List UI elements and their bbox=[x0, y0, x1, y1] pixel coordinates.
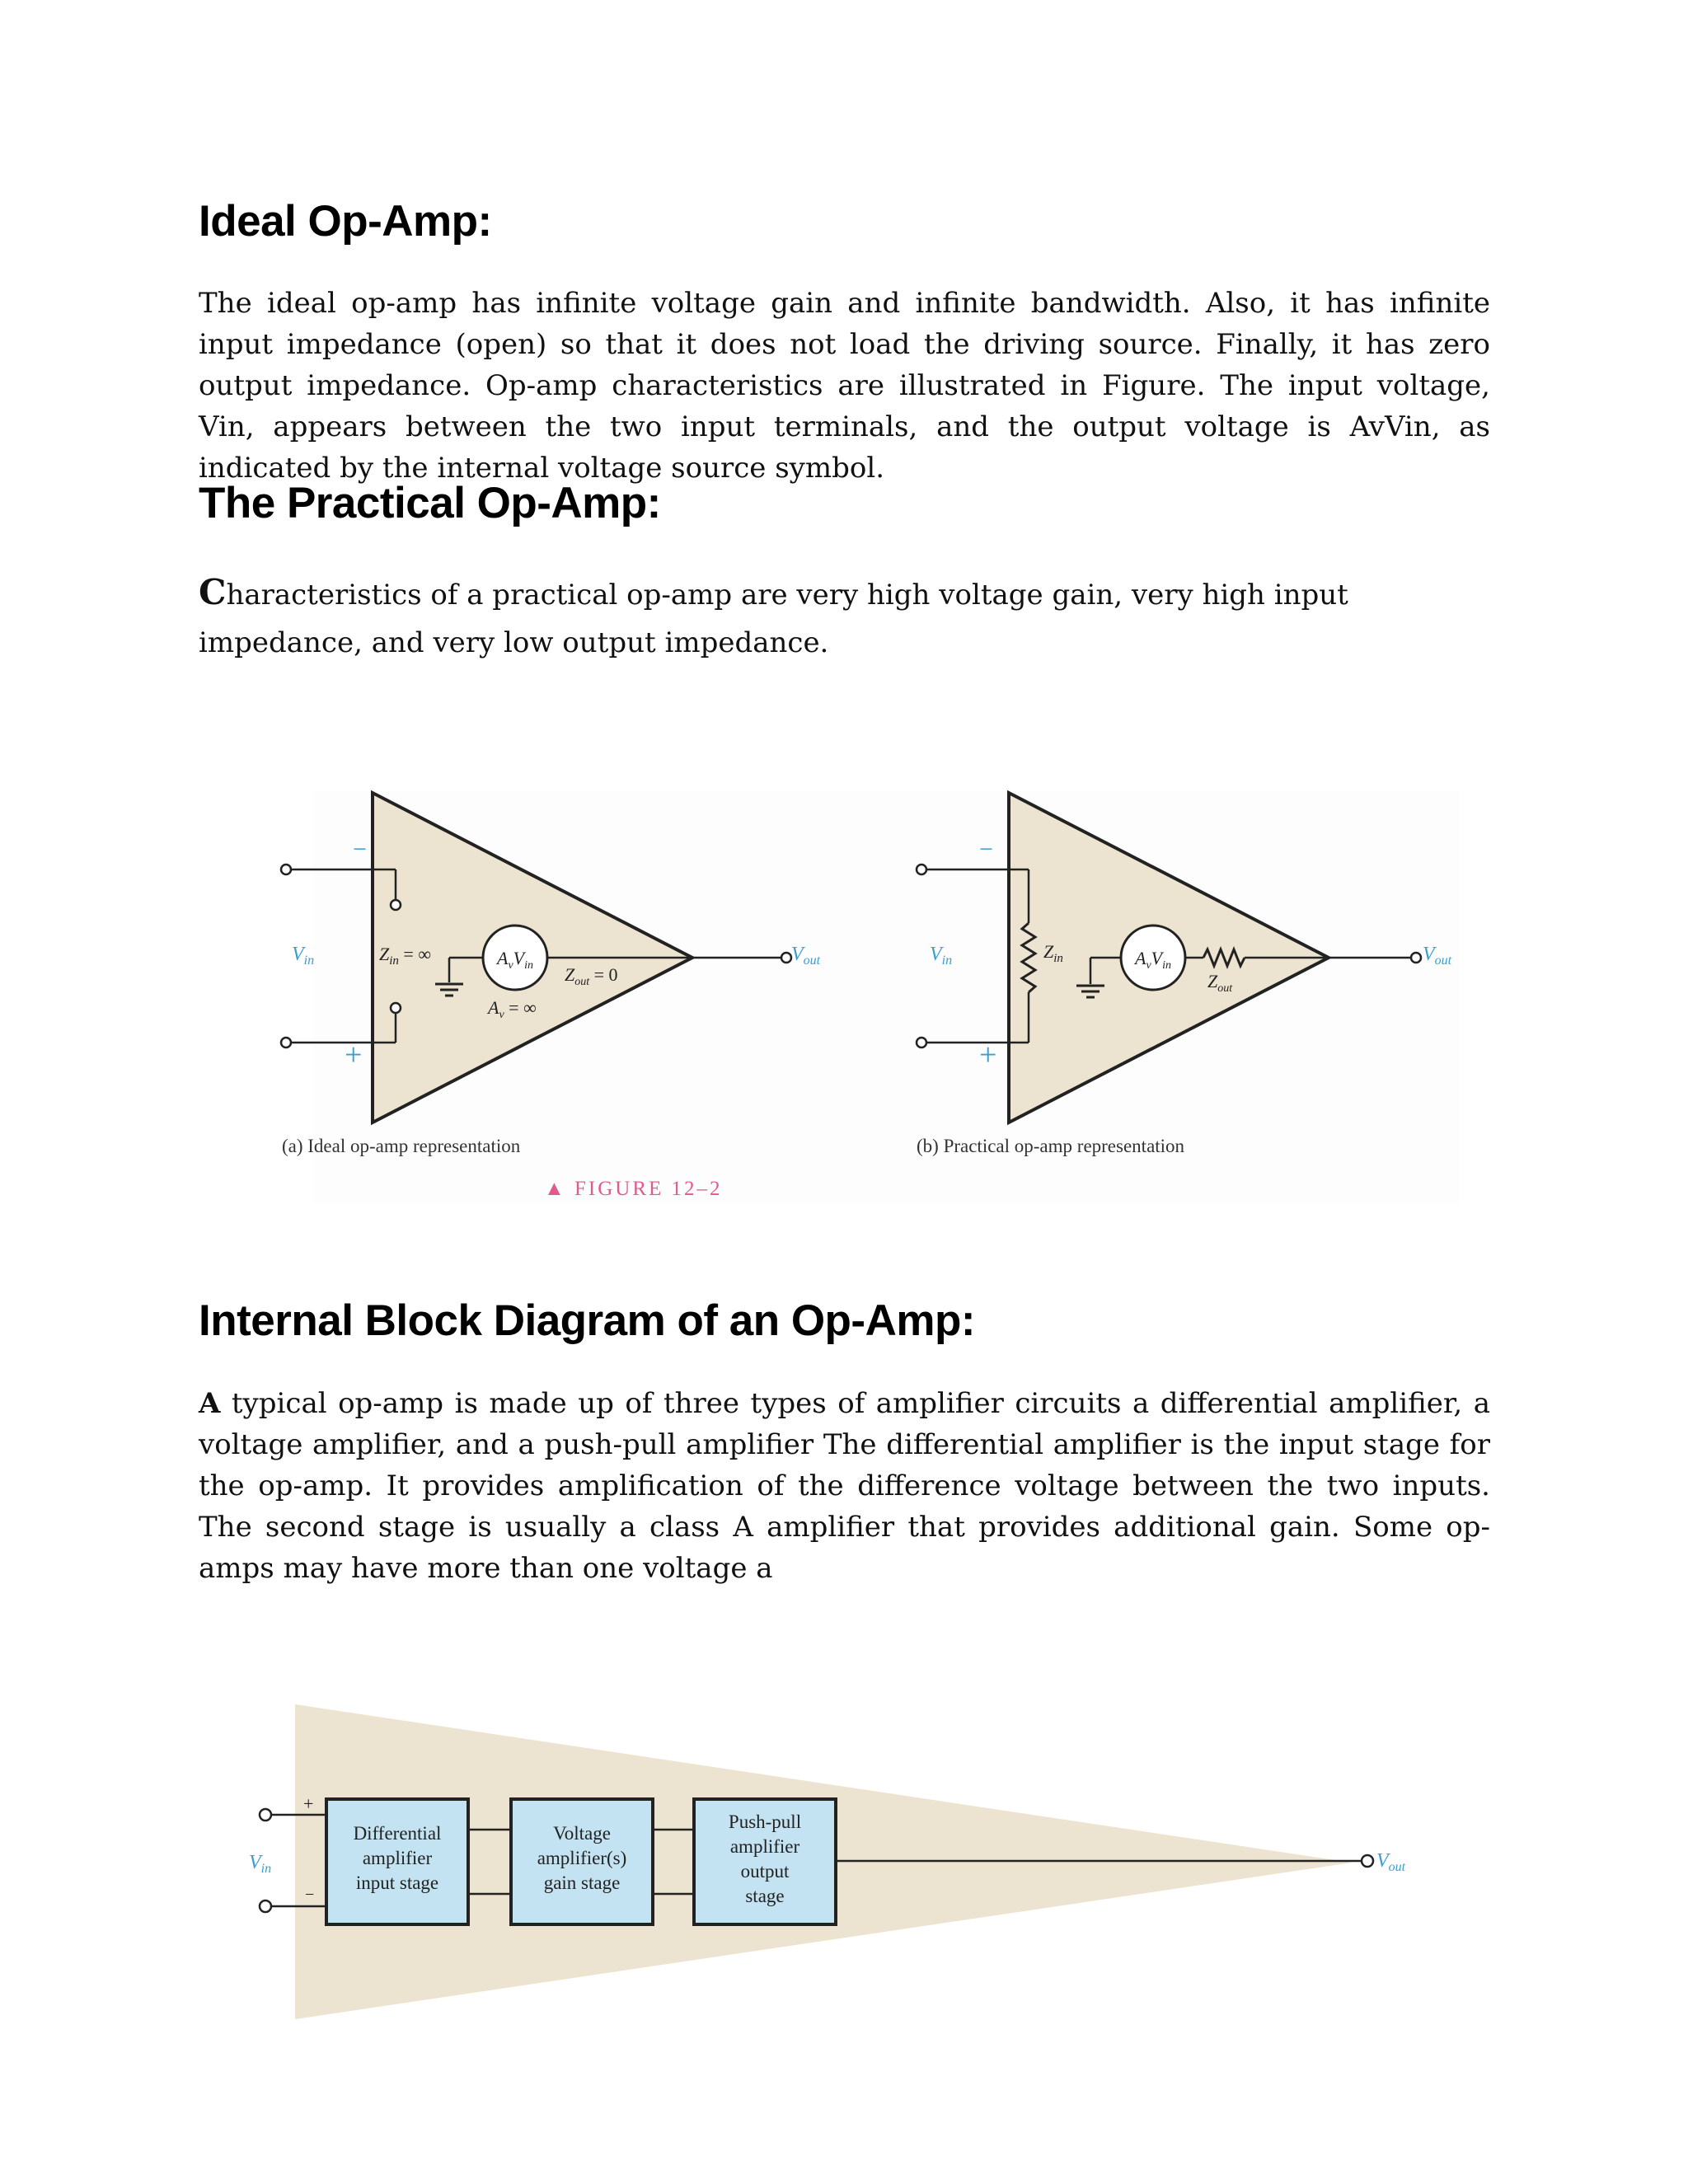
ideal-source-label: $A_vV_{in}$ bbox=[496, 948, 534, 972]
dropcap-letter: C bbox=[199, 572, 227, 612]
stage2-line1: Voltage bbox=[553, 1823, 611, 1844]
stage3-line2: amplifier bbox=[729, 1836, 800, 1857]
practical-minus-sign: − bbox=[979, 836, 993, 863]
stage1-line3: input stage bbox=[355, 1872, 439, 1893]
block-minus-sign: − bbox=[305, 1886, 315, 1904]
ideal-zout-label: $Z_{out} = 0$ bbox=[565, 964, 618, 988]
ideal-caption: (a) Ideal op-amp representation bbox=[282, 1136, 521, 1156]
stage2-line3: gain stage bbox=[543, 1872, 621, 1893]
paragraph-ideal-op-amp: The ideal op-amp has infinite voltage gain and infinite bandwidth. Also, it has infinite input impedance (open) so that it does not load the driving source. Finally, it has zero output impedance. Op-amp characteristics are illustrated in Figure. The input voltage, Vin, appears between the two input terminals, and the output voltage is AvVin, as indicated by the internal voltage source symbol. bbox=[199, 287, 1490, 485]
practical-zout-label: $Z_{out}$ bbox=[1207, 971, 1233, 995]
heading-ideal-op-amp: Ideal Op-Amp: bbox=[199, 197, 492, 246]
heading-practical-op-amp: The Practical Op-Amp: bbox=[199, 479, 661, 527]
stage3-line3: output bbox=[740, 1861, 790, 1882]
ideal-plus-sign: + bbox=[345, 1038, 363, 1072]
practical-caption: (b) Practical op-amp representation bbox=[917, 1136, 1185, 1156]
block-vin-label: $V_{in}$ bbox=[249, 1852, 272, 1876]
paragraph-practical-text: haracteristics of a practical op-amp are very high voltage gain, very high input impedance, and very low output impedance. bbox=[199, 579, 1348, 659]
ideal-vin-label: $V_{in}$ bbox=[292, 944, 315, 968]
practical-plus-sign: + bbox=[979, 1038, 997, 1072]
practical-zin-label: $Z_{in}$ bbox=[1043, 941, 1063, 965]
paragraph-lead-letter: A bbox=[199, 1387, 221, 1420]
heading-internal-block-diagram: Internal Block Diagram of an Op-Amp: bbox=[199, 1296, 976, 1345]
block-plus-sign: + bbox=[303, 1793, 314, 1814]
block-diagram bbox=[239, 1698, 1451, 2027]
practical-vin-label: $V_{in}$ bbox=[930, 944, 953, 968]
paragraph-practical-op-amp bbox=[199, 569, 1490, 667]
paragraph-internal-block-diagram bbox=[199, 1383, 1490, 1589]
block-vout-label: $V_{out}$ bbox=[1376, 1850, 1406, 1874]
ideal-av-label: $A_v$ = ∞ bbox=[488, 997, 537, 1021]
practical-vout-label: $V_{out}$ bbox=[1423, 944, 1452, 968]
stage3-line1: Push-pull bbox=[728, 1811, 802, 1832]
stage2-line2: amplifier(s) bbox=[537, 1848, 627, 1868]
paragraph-block-text: typical op-amp is made up of three types of amplifier circuits a differential amplifier, a voltage amplifier, and a push-pull amplifier The differential amplifier is the input stage for the op-amp. It provides amplification of the difference voltage between the two inputs. The second stage is usually a class A amplifier that provides additional gain. Some op-amps may have more than one voltage a bbox=[199, 1387, 1490, 1585]
practical-source-label: $A_vV_{in}$ bbox=[1134, 948, 1172, 972]
stage3-line4: stage bbox=[745, 1886, 785, 1906]
ideal-minus-sign: − bbox=[353, 836, 367, 863]
stage1-line2: amplifier bbox=[362, 1848, 433, 1868]
figure-caption: ▲ FIGURE 12–2 bbox=[544, 1178, 723, 1200]
figure-12-2 bbox=[264, 775, 1459, 1203]
stage1-line1: Differential bbox=[353, 1823, 442, 1844]
ideal-zin-label: $Z_{in}$ = ∞ bbox=[379, 944, 432, 968]
ideal-vout-label: $V_{out}$ bbox=[791, 944, 821, 968]
